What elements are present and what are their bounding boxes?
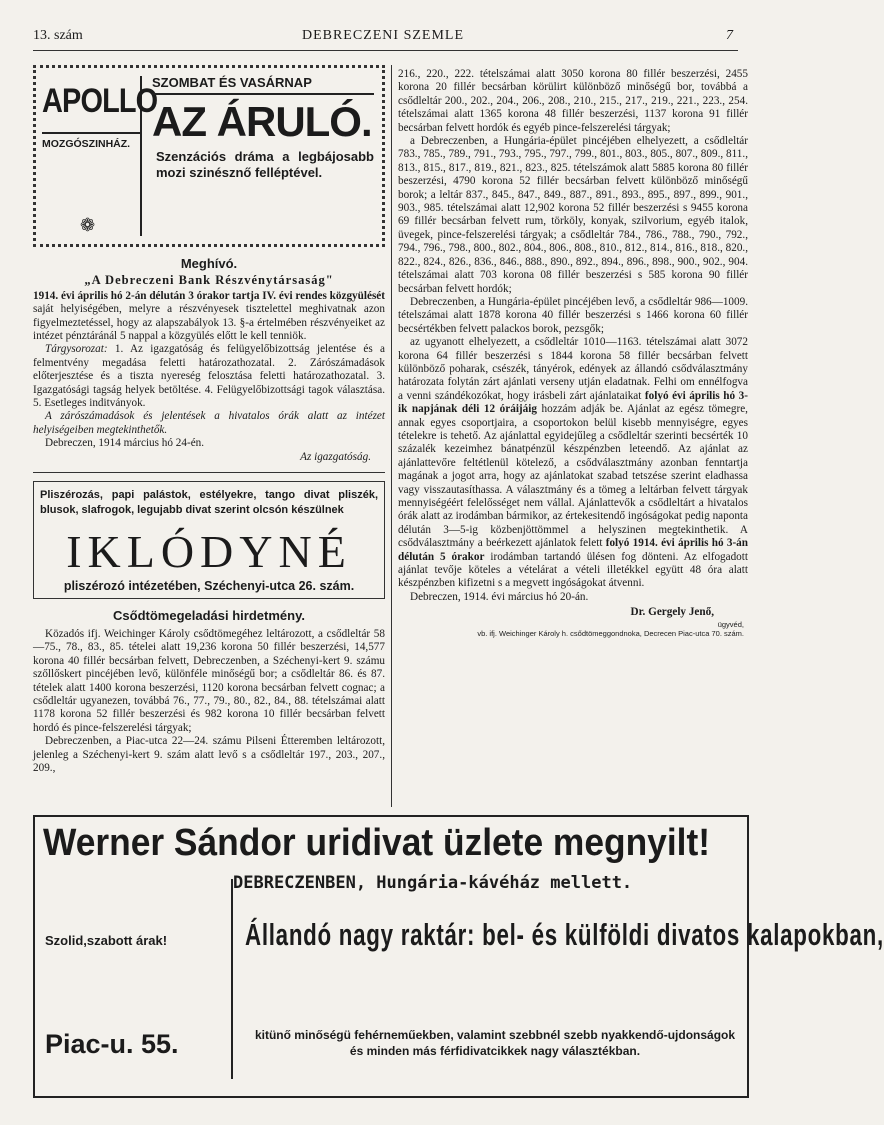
- meeting-date: 1914. évi április hó 2-án délután 3 órakor tartja IV. évi rendes közgyülését: [33, 289, 385, 302]
- page-header: [33, 28, 733, 48]
- werner-prices: Szolid,szabott árak!: [45, 933, 168, 948]
- agenda-text: 1. Az igazgatóság és felügyelőbizottság jelentése és a felmentvény megadása feletti határozathozatal. 2. Zárószámadások előterjesztése és a tiszta nyereség felosztása feletti határozathozatal. 3. Igazgatósági tagság helyek betöltése. 4. Felügyelőbizottsági tagok választása. 5. Esetleges inditványok.: [33, 343, 385, 410]
- auction-continued-1: 216., 220., 222. tételszámai alatt 3050 korona 80 fillér beszerzési, 2455 korona 20 fillér becsárban körülirt különböző minőségű bor, továbbá a csődleltár 200., 202., 204., 206., 208., 210., 215., 217., 219., 221., 223., 254. tételszámai alatt 1365 korona 48 fillér beszerzési, 1137 korona 91 fillér becsárban felvett hordók és egyéb pince-felszerelési tárgyak;: [398, 68, 748, 134]
- decision-date: folyó 1914. évi április hó 3-án délután 5 órakor: [398, 537, 748, 563]
- iklodyne-address: pliszérozó intézetében, Széchenyi-utca 26. szám.: [63, 579, 355, 594]
- invitation-date: Debreczen, 1914 március hó 24-én.: [45, 437, 205, 450]
- invitation-heading: Meghívó.: [180, 256, 238, 271]
- agenda-label: Tárgysorozat:: [45, 343, 108, 356]
- apollo-subtitle: MOZGÓSZINHÁZ.: [42, 132, 140, 151]
- divider: [33, 472, 385, 473]
- right-column: [398, 68, 748, 638]
- issue-number: 13. szám: [33, 28, 83, 43]
- film-reel-icon: ❁: [80, 214, 96, 235]
- auction-continued-2: a Debreczenben, a Hungária-épület pincéjében elhelyezett, a csődleltár 783., 785., 789., 791., 793., 795., 797., 799., 801., 803., 805., 807., 809., 811., 813., 815., 817., 819., 821., 823., 825. tételszámok alatt 5885 korona 80 fillér beszerzési, 4790 korona 52 fillér becsárban felvett különböző minőségű borok; a leltár 837., 845., 847., 849., 887., 891., 893., 895., 897., 899., 901., 903., 985. tételszámai alatt 12,902 korona 52 fillér beszerzési s 9455 korona 69 fillér becsárban felvett rum, törköly, konyak, szilvorium, egyéb italok, üvegek, pince-felszerelési tárgyak; a csődleltár 784., 786., 788., 790., 792., 794., 796., 798., 800., 802., 804., 806., 808., 810., 812., 814., 816., 818., 820., 822., 824., 826., 836., 846., 888., 890., 892., 894., 896., 898., 900., 902., 904. tételszámai alatt 703 korona 08 fillér beszerzési s 585 korona 90 fillér becsárban felvett hordók;: [398, 135, 748, 295]
- apollo-ad: [33, 65, 385, 247]
- auction-signature: Dr. Gergely Jenő,: [630, 606, 714, 619]
- auction-paragraph-2: Debreczenben, a Piac-utca 22—24. számu Pilseni Étteremben leltározott, jelenleg a Széchenyi-kert 9. szám alatt levő s a csődleltár 197., 203., 207., 209.,: [33, 735, 385, 774]
- werner-location: DEBRECZENBEN, Hungária-kávéház mellett.: [233, 873, 633, 893]
- iklodyne-services: Pliszérozás, papi palástok, estélyekre, tango divat pliszék, blusok, slafrogok, legujabb divat szerint olcsón készülnek: [40, 489, 378, 517]
- apollo-brand: [42, 76, 158, 236]
- werner-headline: Werner Sándor uridivat üzlete megnyilt!: [43, 822, 711, 864]
- column-divider: [391, 65, 392, 807]
- apollo-film-title: AZ ÁRULÓ.: [152, 98, 372, 146]
- auction-terms: hozzám adják be. Ajánlat az egész tömegre, annak egyes csoportjaira, a csoportokon belül kisebb mennyiségre, egyes tételekre is tehető. Az ajánlattal egyidejűleg a csődleltár szerinti becsérték 10 százalék kezeimhez bánatpénzül készpénzben leteendő. Az ajánlat az ajánlattevőre feltétlenül kötelező, a csődválasztmány azonban fenntartja magának a jogot arra, hogy az ajánlatokat szabad tetszése szerint eladhassa vagy visszautasíthassa. A választmány és a tömeg a leltárban felvett tárgyak mennyiségéért felelősséget nem vállal. Ajánlattevők a csődleltárt a hivatalos órák alatt az irodámban bármikor, az értekesitendő ingóságokat pedig naponta délután 3—5-ig közbenjöttömmel a helyszinen megtekinthetik. A csődválasztmány a beérkezett ajánlatok felett: [398, 403, 748, 550]
- iklodyne-ad: [33, 481, 385, 598]
- invitation-signature: Az igazgatóság.: [300, 450, 371, 463]
- signature-role: vb. ifj. Weichinger Károly h. csődtömeggondnoka, Decrecen Piac-utca 70. szám.: [477, 628, 744, 638]
- auction-date: Debreczen, 1914. évi március hó 20-án.: [410, 590, 589, 603]
- werner-details: kitünő minőségü fehérneműekben, valamint szebbnél szebb nyakkendő-ujdonságok és minden más férfidivatcikkek nagy választékban.: [254, 1028, 736, 1058]
- apollo-days: SZOMBAT ÉS VASÁRNAP: [152, 76, 374, 95]
- auction-paragraph-1: Közadós ifj. Weichinger Károly csődtömegéhez leltározott, a csődleltár 58—75., 78., 83., 85. tételei alatt 19,236 korona 50 fillér beszerzési, 14,577 korona 40 fillér becsárban felvett, Debreczenben, a Széchenyi-kert 9. számu szőllőskert pincéjében levő, különféle minőségű bor; a csődleltár 86. és 87. tételek alatt 1400 korona beszerzési, 1120 korona becsárban felvett cognac; a csődleltár ugyanezen, továbbá 76., 77., 79., 80., 82., 84., 88. tételszámai alatt 1178 korona 52 fillér beszerzési és 982 korona 10 fillér becsárban felvett hordó és pince-felszerelési tárgyak;: [33, 627, 385, 734]
- auction-continued-3: Debreczenben, a Hungária-épület pincéjében levő, a csődleltár 986—1009. tételszámai alatt 1878 korona 40 fillér beszerzési s 1466 korona 60 fillér becsértékben felvett palackos borok, pezsgők;: [398, 295, 748, 335]
- invitation-body: saját helyiségében, melyre a részvényesek tisztelettel meghivatnak azon figyelmeztetéssel, hogy az alapszabályok 13. §-a értelmében részvényeiket az intézet pénztáránál 5 nappal a közgyülés előtt le kell tenniök.: [33, 303, 385, 343]
- apollo-description: Szenzációs dráma a legbájosabb mozi szinésznő felléptével.: [156, 149, 374, 181]
- iklodyne-name: IKLÓDYNÉ: [66, 526, 352, 578]
- header-rule: [33, 50, 738, 51]
- newspaper-title: DEBRECZENI SZEMLE: [301, 28, 465, 43]
- werner-ad: [33, 815, 884, 1098]
- left-column: [33, 65, 385, 775]
- page-number: 7: [726, 28, 733, 43]
- werner-stock: Állandó nagy raktár: bel- és külföldi divatos kalapokban,: [245, 917, 884, 952]
- auction-closing: irodámban tartandó ülésen fog dönteni. Az elfogadott ajánlat tevője köteles a vételárat a vételi illetékkel együtt 48 óra alatt készpénzben kifizetni s a megvett ingóságokat átvenni.: [398, 550, 748, 590]
- werner-divider: [231, 879, 233, 1079]
- auction-continued-4: az ugyanott elhelyezett, a csődleltár 1010—1163. tételszámai alatt 3072 korona 64 fillér beszerzési s 1844 korona 58 fillér becsárban felvett különböző poharak, csészék, tányérok, edények az állandó csődválasztmány határozata folytán zárt ajánlati verseny utján eladatnak. Felhi om ennélfogva a venni szándékozókat, hogy irásbeli zárt ajánlataikat: [398, 336, 748, 402]
- apollo-program: [152, 76, 374, 181]
- apollo-name: APOLLO: [42, 82, 158, 120]
- signature-title: ügyvéd,: [717, 619, 744, 629]
- auction-heading: Csődtömegeladási hirdetmény.: [113, 607, 305, 623]
- offer-deadline: folyó évi április hó 3-ik napjának déli 12 óráijáig: [398, 389, 748, 416]
- invitation-note: A zárószámadások és jelentések a hivatalos órák alatt az intézet helyiségeiben megtekinthetők.: [33, 410, 385, 436]
- bank-name: „A Debreczeni Bank Részvénytársaság": [84, 273, 334, 288]
- werner-address: Piac-u. 55.: [45, 1029, 179, 1059]
